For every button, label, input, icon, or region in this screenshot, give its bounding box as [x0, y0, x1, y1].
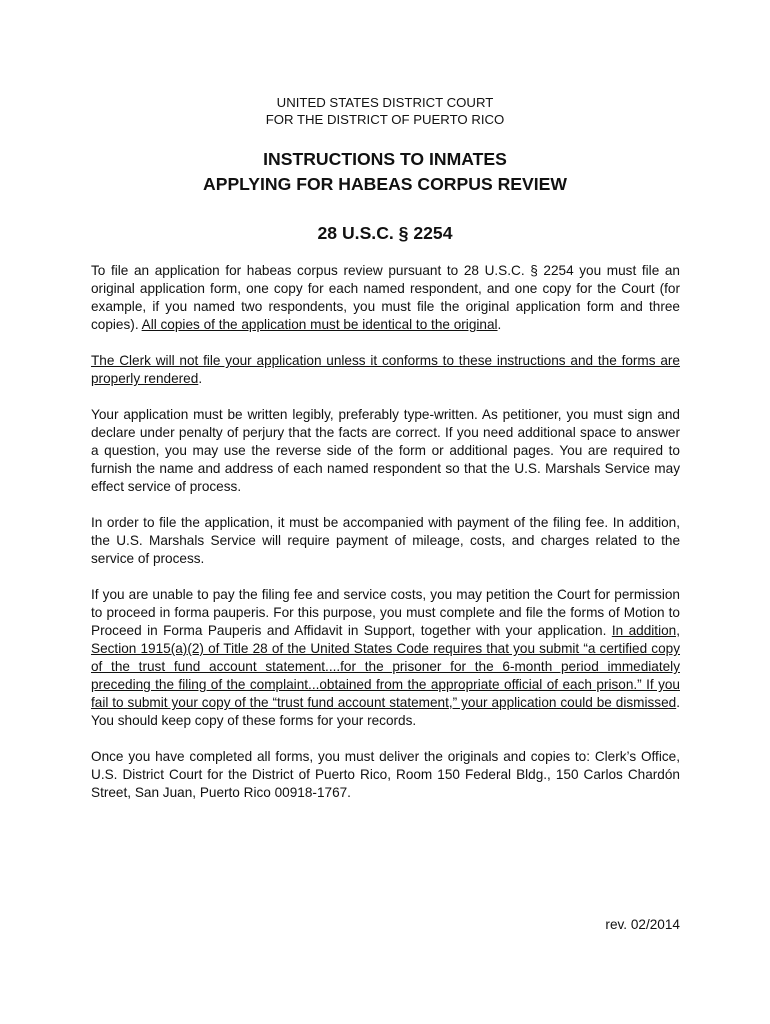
paragraph-end: . — [497, 317, 502, 332]
paragraph-text: To file an application for habeas corpus review pursuant to 28 U.S.C. § 2254 you must file an original application form, one copy for each named respondent, and one copy for the Court (for example, if you named two respondents, you must file the original application form and three copies). — [91, 263, 680, 332]
title-line-2: APPLYING FOR HABEAS CORPUS REVIEW — [203, 174, 567, 194]
paragraph-end: . — [198, 371, 203, 386]
paragraph-delivery-address — [91, 748, 680, 802]
paragraph-legibility — [91, 406, 680, 496]
paragraph-filing-fee — [91, 514, 680, 568]
instructions-body — [91, 262, 680, 820]
underlined-text: All copies of the application must be identical to the original — [141, 317, 498, 332]
statute-citation: 28 U.S.C. § 2254 — [317, 223, 453, 243]
paragraph-filing-copies — [91, 262, 680, 334]
paragraph-clerk-conformance — [91, 352, 680, 388]
title-line-1: INSTRUCTIONS TO INMATES — [263, 149, 507, 169]
underlined-text: The Clerk will not file your application unless it conforms to these instructions and the forms are properly rendered — [91, 353, 680, 386]
paragraph-end: . You should keep copy of these forms for your records. — [91, 695, 680, 728]
underlined-text: In addition, Section 1915(a)(2) of Title 28 of the United States Code requires that you submit “a certified copy of the trust fund account statement....for the prisoner for the 6-month period immediately preceding the filing of the complaint...obtained from the appropriate official of each prison.” If you fail to submit your copy of the “trust fund account statement,” your application could be dismissed — [91, 623, 680, 710]
paragraph-text: Your application must be written legibly, preferably type-written. As petitioner, you must sign and declare under penalty of perjury that the facts are correct. If you need additional space to answer a question, you may use the reverse side of the form or additional pages. You are required to furnish the name and address of each named respondent so that the U.S. Marshals Service may effect service of process. — [91, 407, 680, 494]
revision-date: rev. 02/2014 — [605, 917, 680, 932]
court-name-line-1: UNITED STATES DISTRICT COURT — [276, 95, 494, 110]
paragraph-text: In order to file the application, it must be accompanied with payment of the filing fee. In addition, the U.S. Marshals Service will require payment of mileage, costs, and charges related to the service of process. — [91, 515, 680, 566]
paragraph-text: If you are unable to pay the filing fee and service costs, you may petition the Court for permission to proceed in forma pauperis. For this purpose, you must complete and file the forms of Motion to Proceed in Forma Pauperis and Affidavit in Support, together with your application. — [91, 587, 680, 638]
paragraph-in-forma-pauperis — [91, 586, 680, 730]
paragraph-text: Once you have completed all forms, you must deliver the originals and copies to: Clerk’s Office, U.S. District Court for the District of Puerto Rico, Room 150 Federal Bldg., 150 Carlos Chardón Street, San Juan, Puerto Rico 00918-1767. — [91, 749, 680, 800]
court-name-line-2: FOR THE DISTRICT OF PUERTO RICO — [265, 112, 505, 127]
